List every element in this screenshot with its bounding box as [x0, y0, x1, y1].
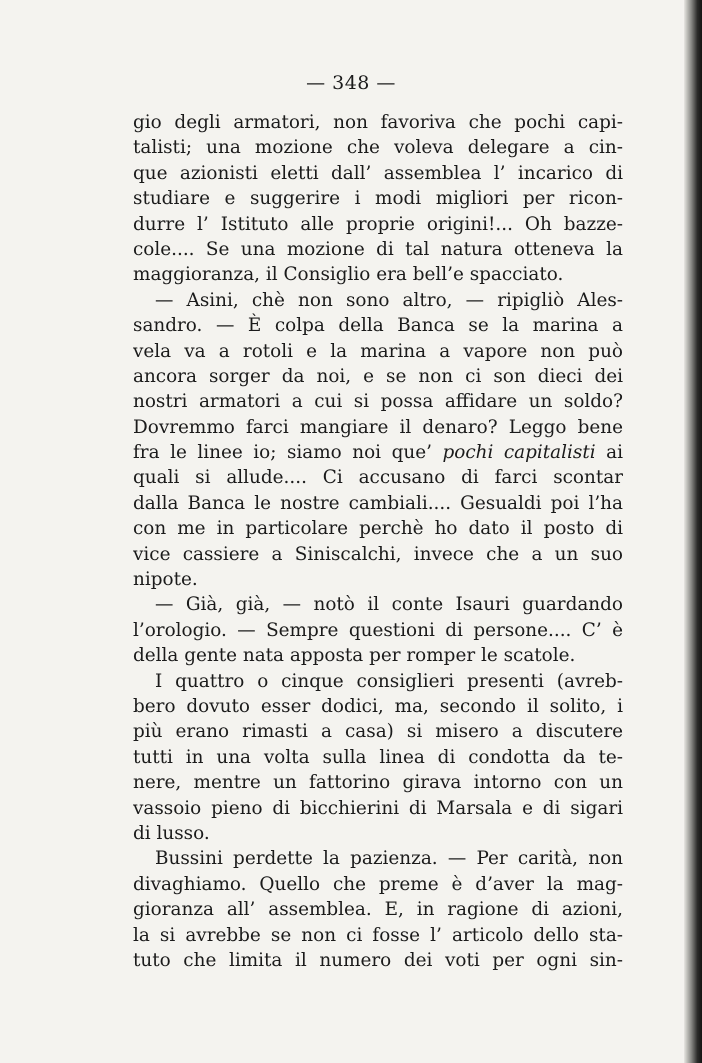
- text-line: con me in particolare perchè ho dato il posto di: [133, 518, 623, 540]
- text-line: nostri armatori a cui si possa affidare un soldo?: [133, 391, 623, 413]
- italic-phrase: pochi capitalisti: [442, 442, 596, 464]
- text-line: gio degli armatori, non favoriva che pochi capi-: [133, 112, 623, 133]
- text-line: più erano rimasti a casa) si misero a discutere: [133, 721, 623, 743]
- text-line: studiare e suggerire i modi migliori per ricon-: [133, 188, 623, 210]
- text-line: quali si allude.... Ci accusano di farci scontar: [133, 467, 623, 489]
- text-line: di lusso.: [133, 822, 210, 844]
- text-line: nipote.: [133, 569, 198, 591]
- scan-binding-edge: [684, 0, 702, 1063]
- text-line: — Già, già, — notò il conte Isauri guardando: [155, 594, 623, 616]
- text-line: nere, mentre un fattorino girava intorno con un: [133, 772, 623, 794]
- text-line: que azionisti eletti dall’ assemblea l’ incarico di: [133, 162, 623, 184]
- text-line: maggioranza, il Consiglio era bell’e spacciato.: [133, 264, 564, 286]
- text-line: — Asini, chè non sono altro, — ripigliò Ales-: [155, 289, 623, 311]
- page-body-text: [133, 110, 623, 973]
- text-line: vassoio pieno di bicchierini di Marsala e di sigari: [133, 797, 623, 819]
- text-line: cole.... Se una mozione di tal natura otteneva la: [133, 238, 623, 260]
- text-line: ancora sorger da noi, e se non ci son dieci dei: [133, 365, 623, 387]
- text-line: gioranza all’ assemblea. E, in ragione di azioni,: [133, 899, 623, 921]
- text-line: la si avrebbe se non ci fosse l’ articolo dello sta-: [133, 924, 623, 946]
- text-line: tutti in una volta sulla linea di condotta da te-: [133, 746, 623, 768]
- page-number-header: — 348 —: [306, 72, 396, 94]
- text-line: talisti; una mozione che voleva delegare a cin-: [133, 137, 623, 159]
- text-line: divaghiamo. Quello che preme è d’aver la mag-: [133, 873, 623, 895]
- text-line: Bussini perdette la pazienza. — Per carità, non: [155, 848, 623, 870]
- text-line: bero dovuto esser dodici, ma, secondo il solito, i: [133, 695, 623, 717]
- text-line: l’orologio. — Sempre questioni di persone.... C’ è: [133, 619, 623, 641]
- text-line: della gente nata apposta per romper le scatole.: [133, 645, 576, 667]
- text-line: durre l’ Istituto alle proprie origini!... Oh bazze-: [133, 213, 623, 235]
- text-line: dalla Banca le nostre cambiali.... Gesualdi poi l’ha: [133, 492, 623, 514]
- text-line: sandro. — È colpa della Banca se la marina a: [133, 315, 623, 337]
- text-line: tuto che limita il numero dei voti per ogni sin-: [133, 949, 623, 971]
- text-line: vela va a rotoli e la marina a vapore non può: [133, 340, 623, 362]
- text-line: fra le linee io; siamo noi que’ pochi capitalisti ai: [133, 442, 623, 464]
- text-line: Dovremmo farci mangiare il denaro? Leggo bene: [133, 416, 623, 438]
- text-line: I quattro o cinque consiglieri presenti (avreb-: [155, 670, 623, 692]
- text-line: vice cassiere a Siniscalchi, invece che a un suo: [133, 543, 623, 565]
